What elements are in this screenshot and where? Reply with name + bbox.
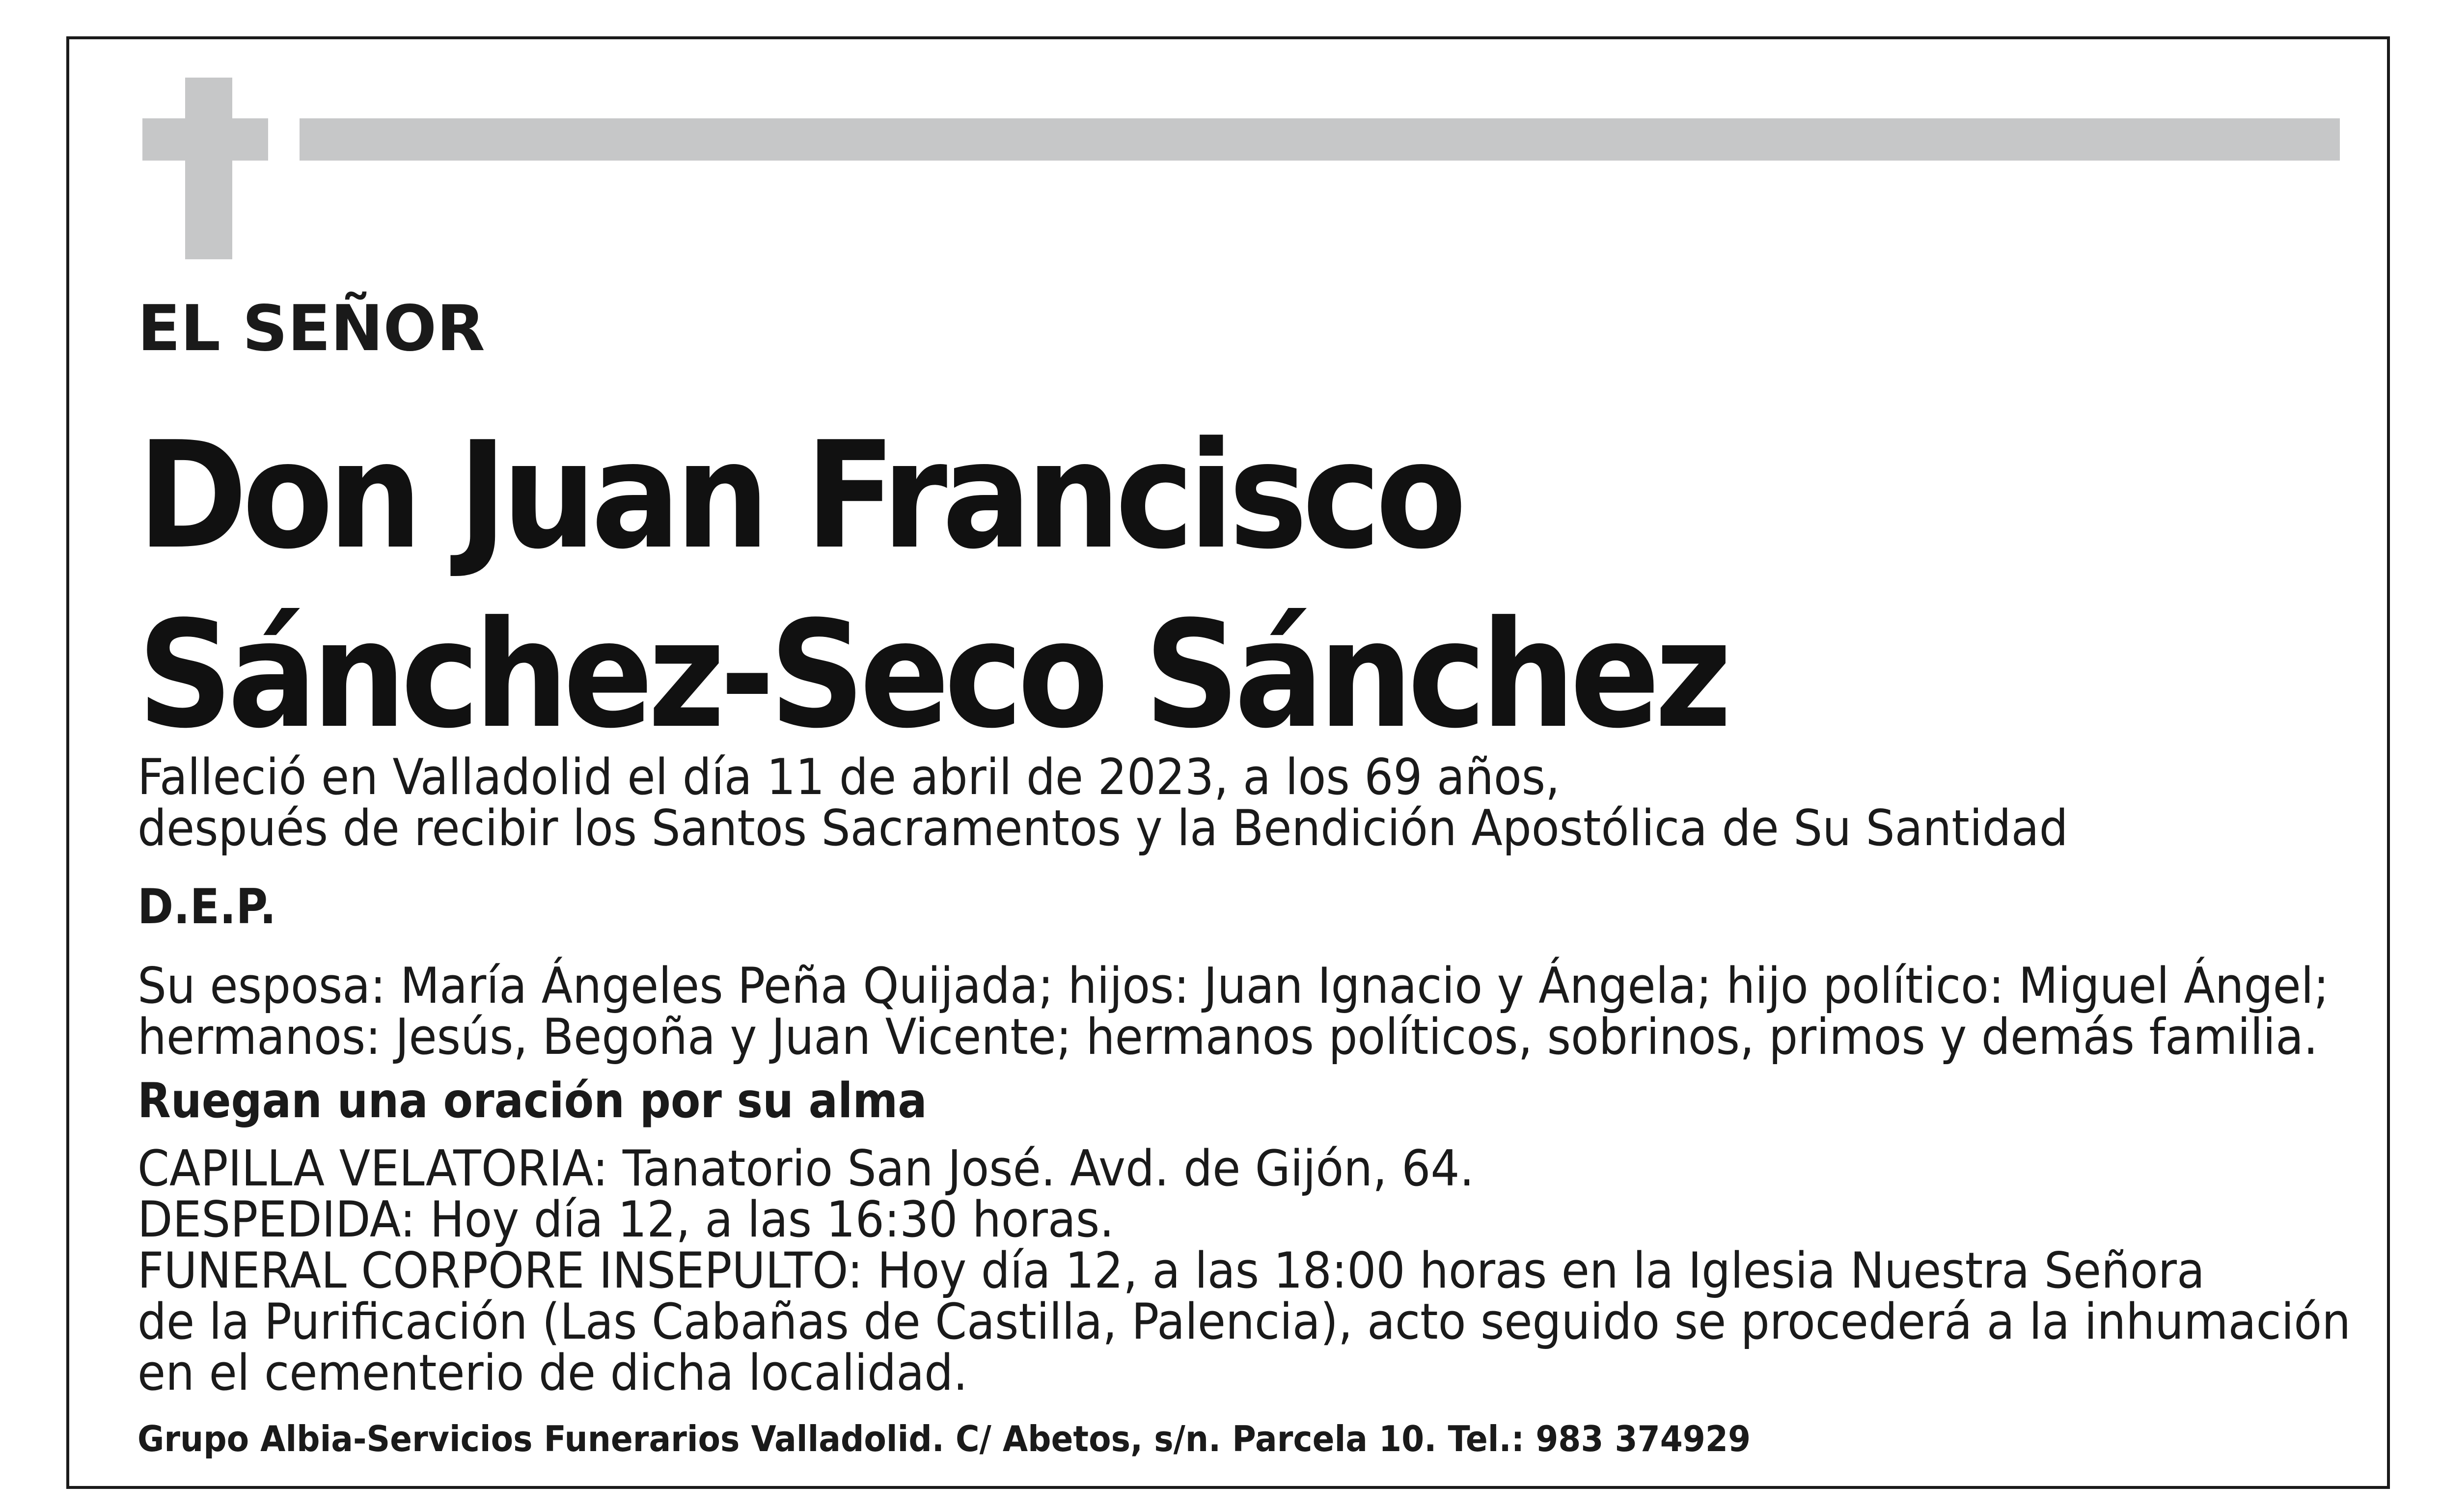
deceased-name-line2: Sánchez-Seco Sánchez <box>137 589 1727 761</box>
dep-label: D.E.P. <box>137 879 276 935</box>
death-line1: Falleció en Valladolid el día 11 de abril de 2023, a los 69 años, <box>137 748 1560 806</box>
funeral-line2: de la Purificación (Las Cabañas de Castilla, Palencia), acto seguido se procederá a la inhumación <box>137 1292 2351 1350</box>
prayer-request: Ruegan una oración por su alma <box>137 1073 927 1129</box>
cross-icon <box>185 78 232 259</box>
family-line1: Su esposa: María Ángeles Peña Quijada; hijos: Juan Ignacio y Ángela; hijo político: Miguel Ángel; <box>137 957 2329 1015</box>
deceased-name-line1: Don Juan Francisco <box>137 410 1462 581</box>
family-line2: hermanos: Jesús, Begoña y Juan Vicente; hermanos políticos, sobrinos, primos y demás familia. <box>137 1008 2318 1066</box>
funeral-line3: en el cementerio de dicha localidad. <box>137 1344 968 1402</box>
funeral-line1: FUNERAL CORPORE INSEPULTO: Hoy día 12, a las 18:00 horas en la Iglesia Nuestra Señora <box>137 1241 2205 1299</box>
death-line2: después de recibir los Santos Sacramentos y la Bendición Apostólica de Su Santidad <box>137 799 2068 857</box>
despedida: DESPEDIDA: Hoy día 12, a las 16:30 horas. <box>137 1190 1114 1248</box>
capilla-velatoria: CAPILLA VELATORIA: Tanatorio San José. Avd. de Gijón, 64. <box>137 1139 1475 1197</box>
funeral-home-footer: Grupo Albia-Servicios Funerarios Valladolid. C/ Abetos, s/n. Parcela 10. Tel.: 983 374929 <box>137 1418 1751 1459</box>
notice-heading: EL SEÑOR <box>137 292 485 365</box>
header-bar <box>300 118 2340 161</box>
cross-icon-arm <box>142 118 268 161</box>
